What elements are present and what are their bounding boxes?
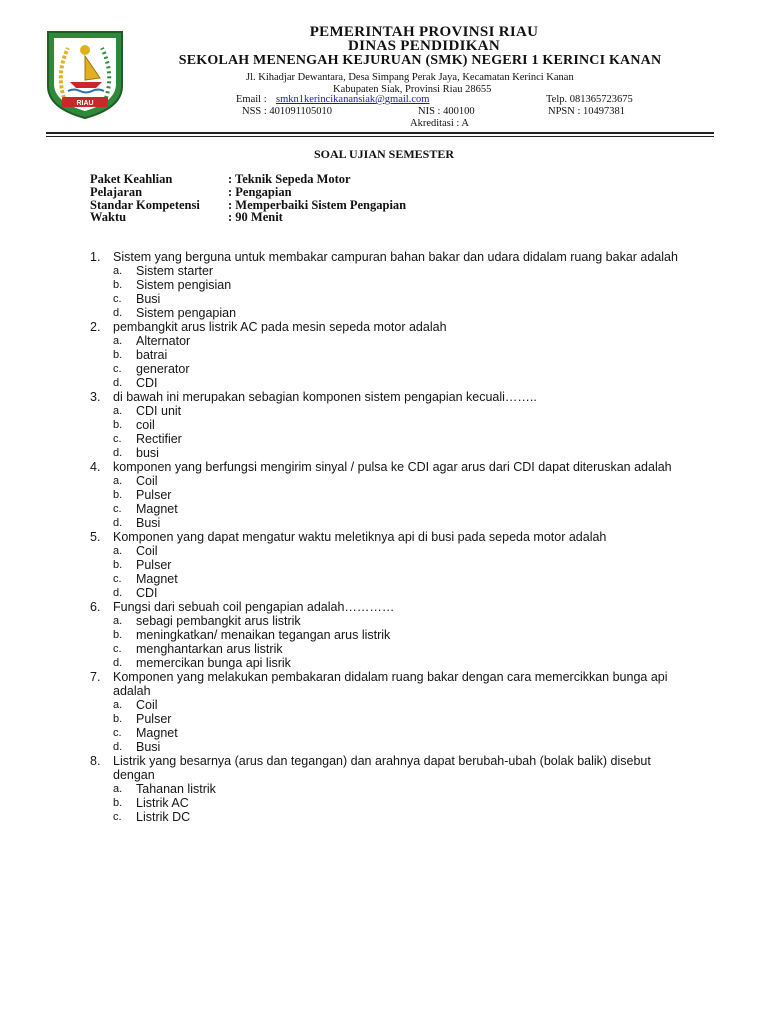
option-text: Alternator: [136, 334, 191, 348]
exam-title: SOAL UJIAN SEMESTER: [313, 147, 455, 161]
option-letter: d.: [113, 517, 123, 529]
option-text: Rectifier: [136, 432, 182, 446]
question-text: pembangkit arus listrik AC pada mesin sepeda motor adalah: [113, 320, 447, 334]
option-c: [113, 502, 690, 516]
header-divider-thick: [46, 132, 714, 134]
option-c: [113, 726, 690, 740]
option-letter: c.: [113, 363, 122, 375]
option-letter: b.: [113, 419, 123, 431]
question-text: komponen yang berfungsi mengirim sinyal / pulsa ke CDI agar arus dari CDI dapat diteruskan adalah: [113, 460, 672, 474]
question-4: [90, 460, 690, 530]
riau-emblem-logo: [44, 28, 126, 120]
option-text: menghantarkan arus listrik: [136, 642, 283, 656]
option-text: Pulser: [136, 712, 172, 726]
option-letter: a.: [113, 615, 123, 627]
option-letter: b.: [113, 797, 123, 809]
option-text: CDI: [136, 586, 158, 600]
option-text: batrai: [136, 348, 168, 362]
option-c: [113, 362, 690, 376]
option-letter: b.: [113, 279, 123, 291]
option-text: Busi: [136, 516, 161, 530]
option-text: Listrik AC: [136, 796, 189, 810]
info-label: Pelajaran: [90, 185, 143, 199]
question-number: 1.: [90, 250, 101, 264]
question-6: [90, 600, 690, 670]
option-letter: a.: [113, 475, 123, 487]
question-text: Sistem yang berguna untuk membakar campuran bahan bakar dan udara didalam ruang bakar adalah: [113, 250, 678, 264]
option-a: [113, 698, 690, 712]
option-letter: c.: [113, 293, 122, 305]
option-text: Pulser: [136, 558, 172, 572]
option-letter: a.: [113, 699, 123, 711]
question-text: Listrik yang besarnya (arus dan tegangan) dan arahnya dapat berubah-ubah (bolak balik) disebut dengan: [113, 754, 651, 782]
question-number: 3.: [90, 390, 101, 404]
header-province: PEMERINTAH PROVINSI RIAU: [309, 24, 539, 40]
option-a: [113, 264, 690, 278]
info-label: Standar Kompetensi: [90, 198, 200, 212]
option-text: Coil: [136, 544, 158, 558]
option-d: [113, 586, 690, 600]
option-b: [113, 278, 690, 292]
option-letter: b.: [113, 559, 123, 571]
option-text: meningkatkan/ menaikan tegangan arus listrik: [136, 628, 391, 642]
option-letter: b.: [113, 713, 123, 725]
question-number: 7.: [90, 670, 101, 684]
header-nis: NIS : 400100: [418, 106, 475, 117]
option-text: Listrik DC: [136, 810, 191, 824]
question-list: [90, 250, 690, 824]
option-a: [113, 404, 690, 418]
option-text: sebagi pembangkit arus listrik: [136, 614, 301, 628]
option-letter: c.: [113, 573, 122, 585]
option-d: [113, 306, 690, 320]
option-c: [113, 432, 690, 446]
option-letter: b.: [113, 349, 123, 361]
emblem-ribbon-text: RIAU: [76, 100, 94, 107]
option-letter: d.: [113, 307, 123, 319]
question-2: [90, 320, 690, 390]
option-letter: c.: [113, 811, 122, 823]
header-address-line1: Jl. Kihadjar Dewantara, Desa Simpang Perak Jaya, Kecamatan Kerinci Kanan: [246, 72, 574, 83]
option-text: Sistem starter: [136, 264, 214, 278]
option-b: [113, 712, 690, 726]
header-department: DINAS PENDIDIKAN: [348, 38, 500, 54]
option-text: Tahanan listrik: [136, 782, 216, 796]
option-text: memercikan bunga api lisrik: [136, 656, 291, 670]
option-letter: d.: [113, 741, 123, 753]
option-b: [113, 796, 690, 810]
option-text: Magnet: [136, 502, 178, 516]
option-a: [113, 474, 690, 488]
option-letter: d.: [113, 657, 123, 669]
info-label: Waktu: [90, 210, 127, 224]
option-letter: a.: [113, 335, 123, 347]
option-a: [113, 614, 690, 628]
info-value: : Memperbaiki Sistem Pengapian: [228, 198, 407, 212]
header-school-name: SEKOLAH MENENGAH KEJURUAN (SMK) NEGERI 1 KERINCI KANAN: [178, 53, 662, 68]
option-b: [113, 558, 690, 572]
question-text: Fungsi dari sebuah coil pengapian adalah…………: [113, 600, 395, 614]
option-a: [113, 334, 690, 348]
option-c: [113, 292, 690, 306]
option-letter: a.: [113, 265, 123, 277]
option-b: [113, 488, 690, 502]
info-value: : Pengapian: [228, 185, 292, 199]
option-letter: a.: [113, 783, 123, 795]
option-text: Busi: [136, 740, 161, 754]
option-text: busi: [136, 446, 159, 460]
question-text: di bawah ini merupakan sebagian komponen sistem pengapian kecuali……..: [113, 390, 537, 404]
option-c: [113, 810, 690, 824]
option-text: CDI: [136, 376, 158, 390]
question-number: 4.: [90, 460, 101, 474]
question-text: Komponen yang dapat mengatur waktu meletiknya api di busi pada sepeda motor adalah: [113, 530, 607, 544]
option-b: [113, 348, 690, 362]
question-3: [90, 390, 690, 460]
header-akreditasi: Akreditasi : A: [410, 118, 469, 129]
option-text: Sistem pengisian: [136, 278, 232, 292]
question-8: [90, 754, 690, 824]
option-text: Magnet: [136, 572, 178, 586]
option-d: [113, 740, 690, 754]
header-email-link[interactable]: smkn1kerincikanansiak@gmail.com: [276, 94, 430, 105]
header-npsn: NPSN : 10497381: [548, 106, 626, 117]
option-letter: b.: [113, 489, 123, 501]
option-text: Coil: [136, 474, 158, 488]
option-c: [113, 642, 690, 656]
option-letter: c.: [113, 433, 122, 445]
option-letter: c.: [113, 503, 122, 515]
option-text: Coil: [136, 698, 158, 712]
option-text: Sistem pengapian: [136, 306, 237, 320]
option-b: [113, 418, 690, 432]
option-c: [113, 572, 690, 586]
option-text: Busi: [136, 292, 161, 306]
option-text: coil: [136, 418, 155, 432]
option-text: Pulser: [136, 488, 172, 502]
question-number: 5.: [90, 530, 101, 544]
option-b: [113, 628, 690, 642]
question-number: 6.: [90, 600, 101, 614]
option-letter: b.: [113, 629, 123, 641]
option-letter: a.: [113, 545, 123, 557]
question-5: [90, 530, 690, 600]
info-label: Paket Keahlian: [90, 172, 173, 186]
option-letter: c.: [113, 643, 122, 655]
option-text: CDI unit: [136, 404, 182, 418]
option-d: [113, 376, 690, 390]
option-text: generator: [136, 362, 190, 376]
question-7: [90, 670, 690, 754]
option-text: Magnet: [136, 726, 178, 740]
option-a: [113, 782, 690, 796]
option-letter: d.: [113, 377, 123, 389]
option-letter: d.: [113, 587, 123, 599]
question-number: 2.: [90, 320, 101, 334]
question-number: 8.: [90, 754, 101, 768]
header-divider-thin: [46, 136, 714, 137]
emblem-star: [80, 45, 90, 55]
option-d: [113, 656, 690, 670]
option-d: [113, 516, 690, 530]
header-email-label: Email :: [236, 94, 267, 105]
option-letter: a.: [113, 405, 123, 417]
info-value: : Teknik Sepeda Motor: [228, 172, 351, 186]
info-value: : 90 Menit: [228, 210, 283, 224]
question-text: Komponen yang melakukan pembakaran didalam ruang bakar dengan cara memercikkan bunga api adalah: [113, 670, 668, 698]
header-address-line2: Kabupaten Siak, Provinsi Riau 28655: [333, 84, 492, 95]
header-phone: Telp. 081365723675: [546, 94, 633, 105]
question-1: [90, 250, 690, 320]
option-a: [113, 544, 690, 558]
option-letter: d.: [113, 447, 123, 459]
option-letter: c.: [113, 727, 122, 739]
option-d: [113, 446, 690, 460]
header-nss: NSS : 401091105010: [242, 106, 333, 117]
